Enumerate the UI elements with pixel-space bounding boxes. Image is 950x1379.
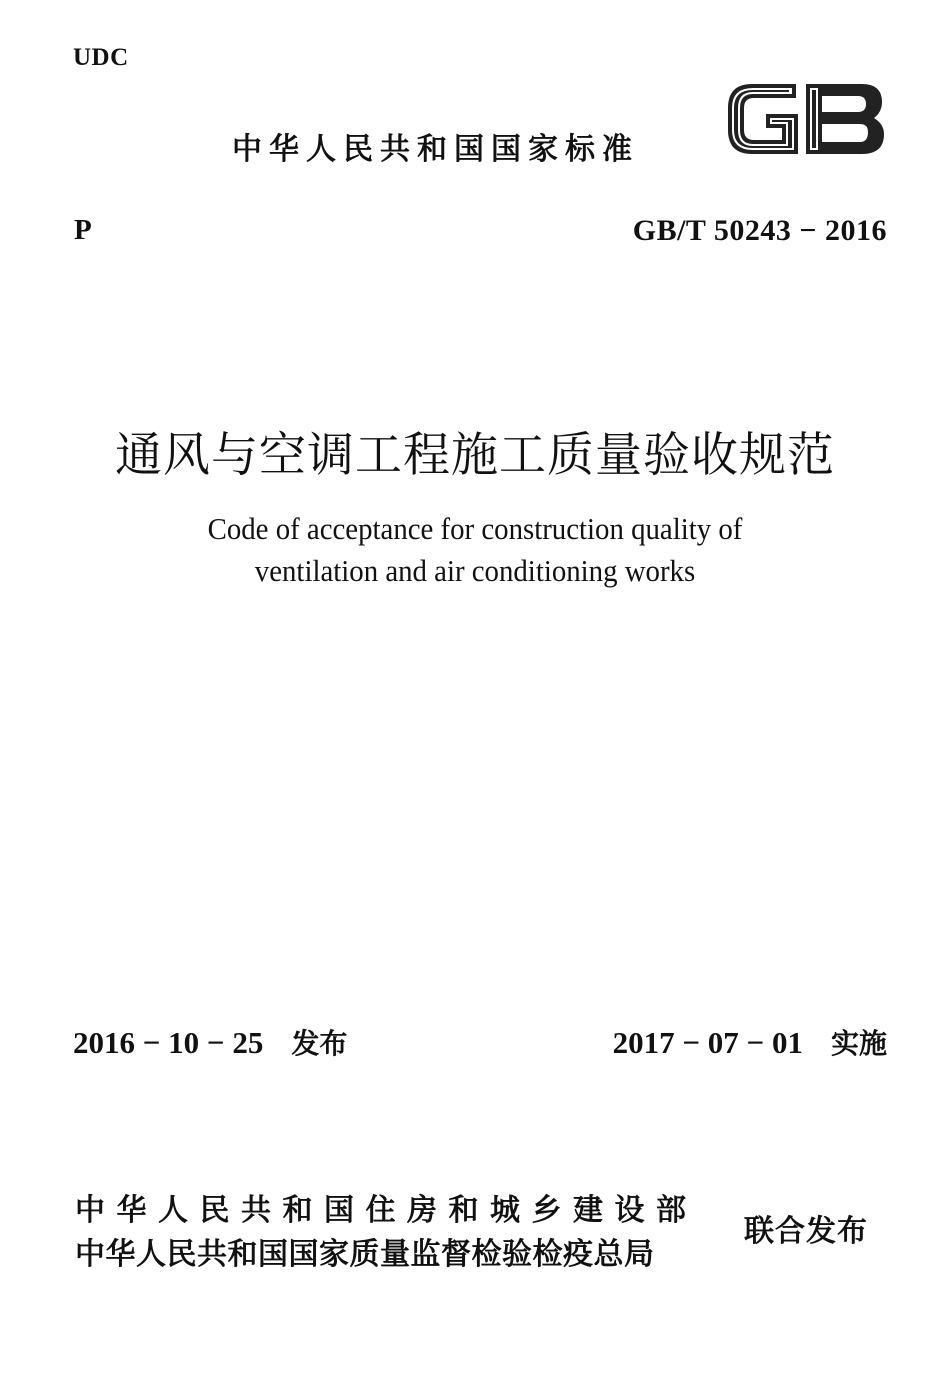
gb-logo-icon [722,74,888,162]
joint-issue-label: 联合发布 [744,1214,868,1249]
title-english [33,508,917,592]
implement-label: 实施 [830,1027,887,1060]
title-chinese: 通风与空调工程施工质量验收规范 [115,428,835,483]
title-english-line2: ventilation and air conditioning works [254,553,696,588]
implement-date-block [613,1022,887,1062]
classification-code: P [74,214,92,246]
standard-code: GB/T 50243 − 2016 [632,214,887,247]
issuer-authority-1: 中华人民共和国住房和城乡建设部 [75,1193,698,1228]
udc-label: UDC [73,44,129,71]
issue-date: 2016 − 10 − 25 [73,1025,264,1060]
implement-date: 2017 − 07 − 01 [612,1025,803,1060]
gb-logo [722,74,888,162]
title-english-line1: Code of acceptance for construction quality of [207,511,743,546]
issue-date-block [73,1022,347,1062]
standard-type: 中华人民共和国国家标准 [232,132,639,167]
issuer-authority-2: 中华人民共和国国家质量监督检验检疫总局 [75,1237,655,1272]
issue-label: 发布 [291,1027,348,1060]
